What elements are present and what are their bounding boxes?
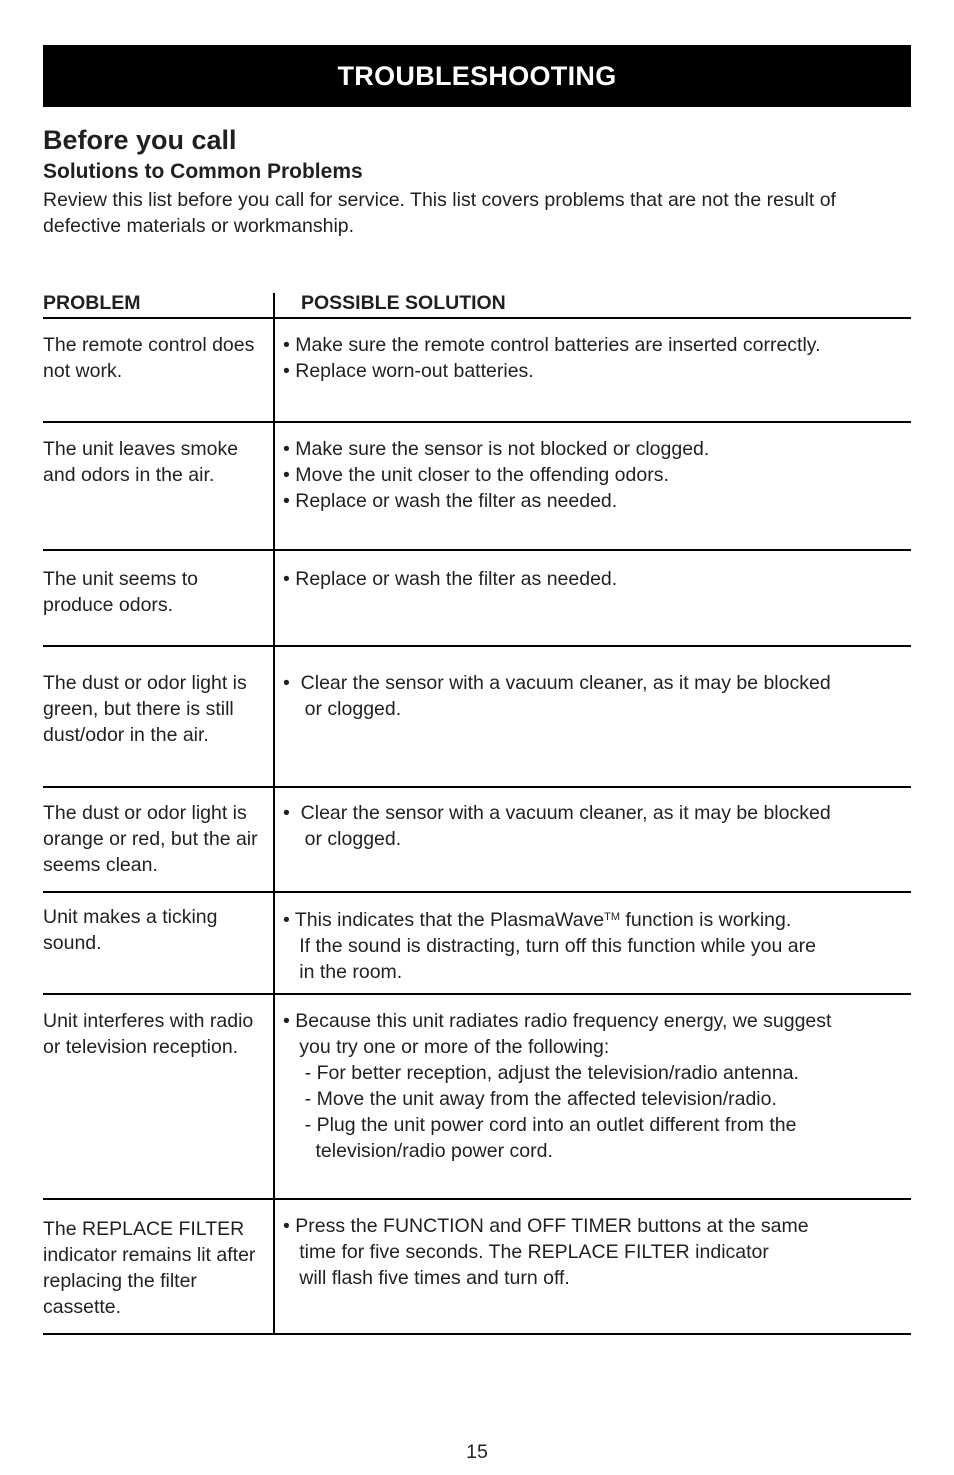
solution-line: television/radio power cord.: [283, 1140, 553, 1162]
solution-line: • Press the FUNCTION and OFF TIMER buttons at the same: [283, 1215, 809, 1237]
problem-cell: The remote control does not work.: [43, 334, 255, 382]
row-divider: [43, 891, 911, 893]
solution-line: • Replace worn-out batteries.: [283, 360, 534, 382]
solution-cell: [283, 670, 911, 722]
intro-paragraph: Review this list before you call for service. This list covers problems that are not the result of defective materials or workmanship.: [43, 189, 836, 237]
solution-line: - Plug the unit power cord into an outlet different from the: [283, 1114, 797, 1136]
solution-line: will flash five times and turn off.: [283, 1267, 570, 1289]
trademark-mark: TM: [604, 911, 621, 923]
solution-cell: [283, 904, 911, 985]
solution-line: time for five seconds. The REPLACE FILTER indicator: [283, 1241, 769, 1263]
page-heading: Before you call: [43, 125, 237, 155]
column-header-solution: POSSIBLE SOLUTION: [301, 292, 506, 314]
column-divider: [273, 293, 275, 1335]
problem-cell: The unit seems to produce odors.: [43, 568, 198, 616]
solution-line: If the sound is distracting, turn off this function while you are: [283, 935, 816, 957]
problem-cell: Unit interferes with radio or television reception.: [43, 1010, 254, 1058]
solution-text: • This indicates that the PlasmaWave: [283, 909, 605, 931]
table-bottom-rule: [43, 1333, 911, 1335]
solution-line: [283, 904, 911, 933]
row-divider: [43, 1198, 911, 1200]
solution-cell: [283, 800, 911, 852]
problem-cell: Unit makes a ticking sound.: [43, 906, 218, 954]
row-divider: [43, 549, 911, 551]
solution-cell: [283, 1213, 911, 1291]
row-divider: [43, 786, 911, 788]
solution-line: you try one or more of the following:: [283, 1036, 610, 1058]
problem-cell: The dust or odor light is orange or red, but the air seems clean.: [43, 802, 258, 876]
solution-line: - For better reception, adjust the television/radio antenna.: [283, 1062, 799, 1084]
page-subheading: Solutions to Common Problems: [43, 160, 363, 183]
column-header-problem: PROBLEM: [43, 292, 141, 314]
page-number: 15: [466, 1441, 488, 1463]
row-divider: [43, 645, 911, 647]
solution-line: • Make sure the remote control batteries are inserted correctly.: [283, 334, 821, 356]
solution-line: • Make sure the sensor is not blocked or clogged.: [283, 438, 710, 460]
solution-line: • Replace or wash the filter as needed.: [283, 568, 618, 590]
solution-cell: [283, 566, 911, 592]
solution-line: - Move the unit away from the affected television/radio.: [283, 1088, 777, 1110]
solution-line: or clogged.: [283, 698, 402, 720]
solution-line: • Replace or wash the filter as needed.: [283, 490, 618, 512]
solution-line: • Clear the sensor with a vacuum cleaner, as it may be blocked: [283, 802, 831, 824]
solution-line: • Clear the sensor with a vacuum cleaner, as it may be blocked: [283, 672, 831, 694]
solution-line: • Because this unit radiates radio frequency energy, we suggest: [283, 1010, 832, 1032]
row-divider: [43, 421, 911, 423]
solution-text: function is working.: [620, 909, 792, 931]
solution-line: • Move the unit closer to the offending odors.: [283, 464, 669, 486]
solution-cell: [283, 1008, 911, 1164]
solution-line: or clogged.: [283, 828, 402, 850]
solution-line: in the room.: [283, 961, 403, 983]
section-banner: TROUBLESHOOTING: [43, 45, 911, 107]
solution-cell: [283, 332, 911, 384]
problem-cell: The dust or odor light is green, but there is still dust/odor in the air.: [43, 672, 247, 746]
solution-cell: [283, 436, 911, 514]
row-divider: [43, 993, 911, 995]
problem-cell: The REPLACE FILTER indicator remains lit after replacing the filter cassette.: [43, 1218, 256, 1318]
header-rule: [43, 317, 911, 319]
problem-cell: The unit leaves smoke and odors in the air.: [43, 438, 239, 486]
